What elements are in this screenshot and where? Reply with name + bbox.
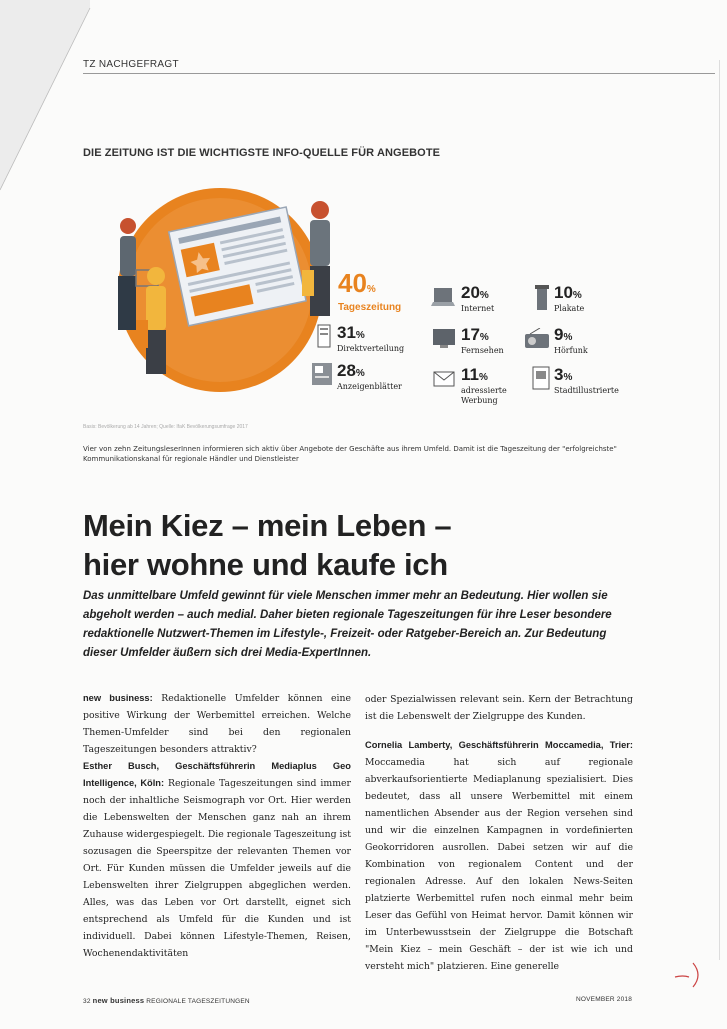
speaker-name: Cornelia Lamberty, Geschäftsführerin Moccamedia, Trier: bbox=[365, 740, 633, 750]
speaker-name: new business: bbox=[83, 693, 153, 703]
headline-line-1: Mein Kiez – mein Leben – bbox=[83, 508, 452, 543]
article-column-1 bbox=[83, 690, 351, 962]
question-paragraph bbox=[83, 690, 351, 758]
paragraph-text: Regionale Tageszeitungen sind immer noch der inhaltliche Seismograph vor Ort. Hier werden die Lebenswelten der Menschen ganz nah an ihrem Zuhause widergespiegelt. Die regionale Tageszeitung ist sozusagen die Speerspitze der relevanten Themen vor Ort. Für Kunden müssen die Umfelder jeweils auf die Lebenswelten ihrer Zielgruppen abgeglichen werden. Alles, was das Leben vor Ort darstellt, eignet sich entsprechend als Umfeld für die Kunden und ist individuell. Dabei können Lifestyle-Themen, Reisen, Wochenendaktivitäten bbox=[83, 778, 351, 959]
infographic-title: DIE ZEITUNG IST DIE WICHTIGSTE INFO-QUELLE FÜR ANGEBOTE bbox=[83, 147, 441, 159]
scan-edge bbox=[719, 60, 720, 960]
footer-left bbox=[83, 996, 250, 1005]
footer-section: REGIONALE TAGESZEITUNGEN bbox=[146, 998, 250, 1005]
pen-mark bbox=[667, 955, 707, 995]
article-column-2 bbox=[365, 691, 633, 975]
corner-decoration bbox=[0, 0, 100, 200]
ad-sheet-icon bbox=[311, 362, 333, 386]
speaker-name: Esther Busch, Geschäftsführerin Mediaplus Geo Intelligence, Köln: bbox=[83, 761, 351, 788]
stat-tageszeitung: 40% Tageszeitung bbox=[338, 268, 402, 313]
section-rule bbox=[83, 73, 715, 74]
stat-hoerfunk: 9% Hörfunk bbox=[554, 326, 588, 356]
stat-anzeigenblaetter: 28% Anzeigenblätter bbox=[337, 362, 402, 392]
stat-internet: 20% Internet bbox=[461, 284, 494, 314]
answer-paragraph bbox=[365, 737, 633, 975]
article-headline bbox=[83, 506, 643, 584]
flyer-icon bbox=[317, 324, 331, 348]
footer-date: NOVEMBER 2018 bbox=[576, 996, 633, 1003]
answer-continuation: oder Spezialwissen relevant sein. Kern der Betrachtung ist die Lebenswelt der Zielgruppe des Kunden. bbox=[365, 694, 633, 722]
paragraph-text: Redaktionelle Umfelder können eine positive Wirkung der Werbemittel erreichen. Welche Themen-Umfelder sind bei den regionalen Tageszeitungen besonders attraktiv? bbox=[83, 693, 351, 755]
envelope-icon bbox=[431, 366, 457, 392]
tv-icon bbox=[431, 326, 457, 350]
magazine-icon bbox=[532, 366, 550, 390]
radio-icon bbox=[524, 328, 550, 350]
laptop-icon bbox=[431, 286, 457, 310]
poster-column-icon bbox=[534, 284, 550, 312]
headline-line-2: hier wohne und kaufe ich bbox=[83, 547, 448, 582]
stat-plakate: 10% Plakate bbox=[554, 284, 584, 314]
stat-stadtillustrierte: 3% Stadtillustrierte bbox=[554, 366, 619, 396]
footer-brand: new business bbox=[92, 996, 145, 1005]
infographic-source: Basis: Bevölkerung ab 14 Jahren; Quelle: IfaK Bevölkerungsumfrage 2017 bbox=[83, 424, 248, 430]
answer-paragraph bbox=[83, 758, 351, 962]
infographic-caption: Vier von zehn ZeitungsleserInnen informieren sich aktiv über Angebote der Geschäfte aus ihrem Umfeld. Damit ist die Tageszeitung der "erfolgreichste" Kommunikationskanal für regionale Händler und Dienstleister bbox=[83, 445, 617, 463]
paragraph-text: Moccamedia hat sich auf regionale abverkaufsorientierte Mediaplanung spezialisiert. Dies bedeutet, dass all unsere Werbemittel mit einem namentlichen Absender aus der Region versehen sind und wir die einzelnen Kampagnen in vordefinierten Geokorridoren ausrollen. Dabei setzen wir auf die Kombination von regionalem Content und der regionalen Adresse. Auf den lokalen News-Seiten platzierte Werbemittel rufen noch einmal mehr beim Leser das Gefühl von Heimat hervor. Damit können wir im Unterbewusstsein der Zielgruppe die Botschaft "Mein Kiez – mein Geschäft – der ist wie ich und versteht mich" platzieren. Eine generelle bbox=[365, 757, 633, 972]
article-lead: Das unmittelbare Umfeld gewinnt für viele Menschen immer mehr an Bedeutung. Hier wollen sie abgeholt werden – auch medial. Daher bieten regionale Tageszeitungen für ihre Leser besondere redaktionelle Nutzwert-Themen im Lifestyle-, Freizeit- oder Ratgeber-Bereich an. Zur Bedeutung dieser Umfelder äußern sich drei Media-ExpertInnen. bbox=[83, 590, 612, 659]
stat-direktverteilung: 31% Direktverteilung bbox=[337, 324, 404, 354]
stat-adressierte-werbung: 11% adressierte Werbung bbox=[461, 366, 531, 406]
shoppers-newspaper-illustration bbox=[100, 180, 340, 420]
page-number: 32 bbox=[83, 998, 91, 1005]
stat-fernsehen: 17% Fernsehen bbox=[461, 326, 504, 356]
section-label: TZ NACHGEFRAGT bbox=[83, 59, 179, 70]
